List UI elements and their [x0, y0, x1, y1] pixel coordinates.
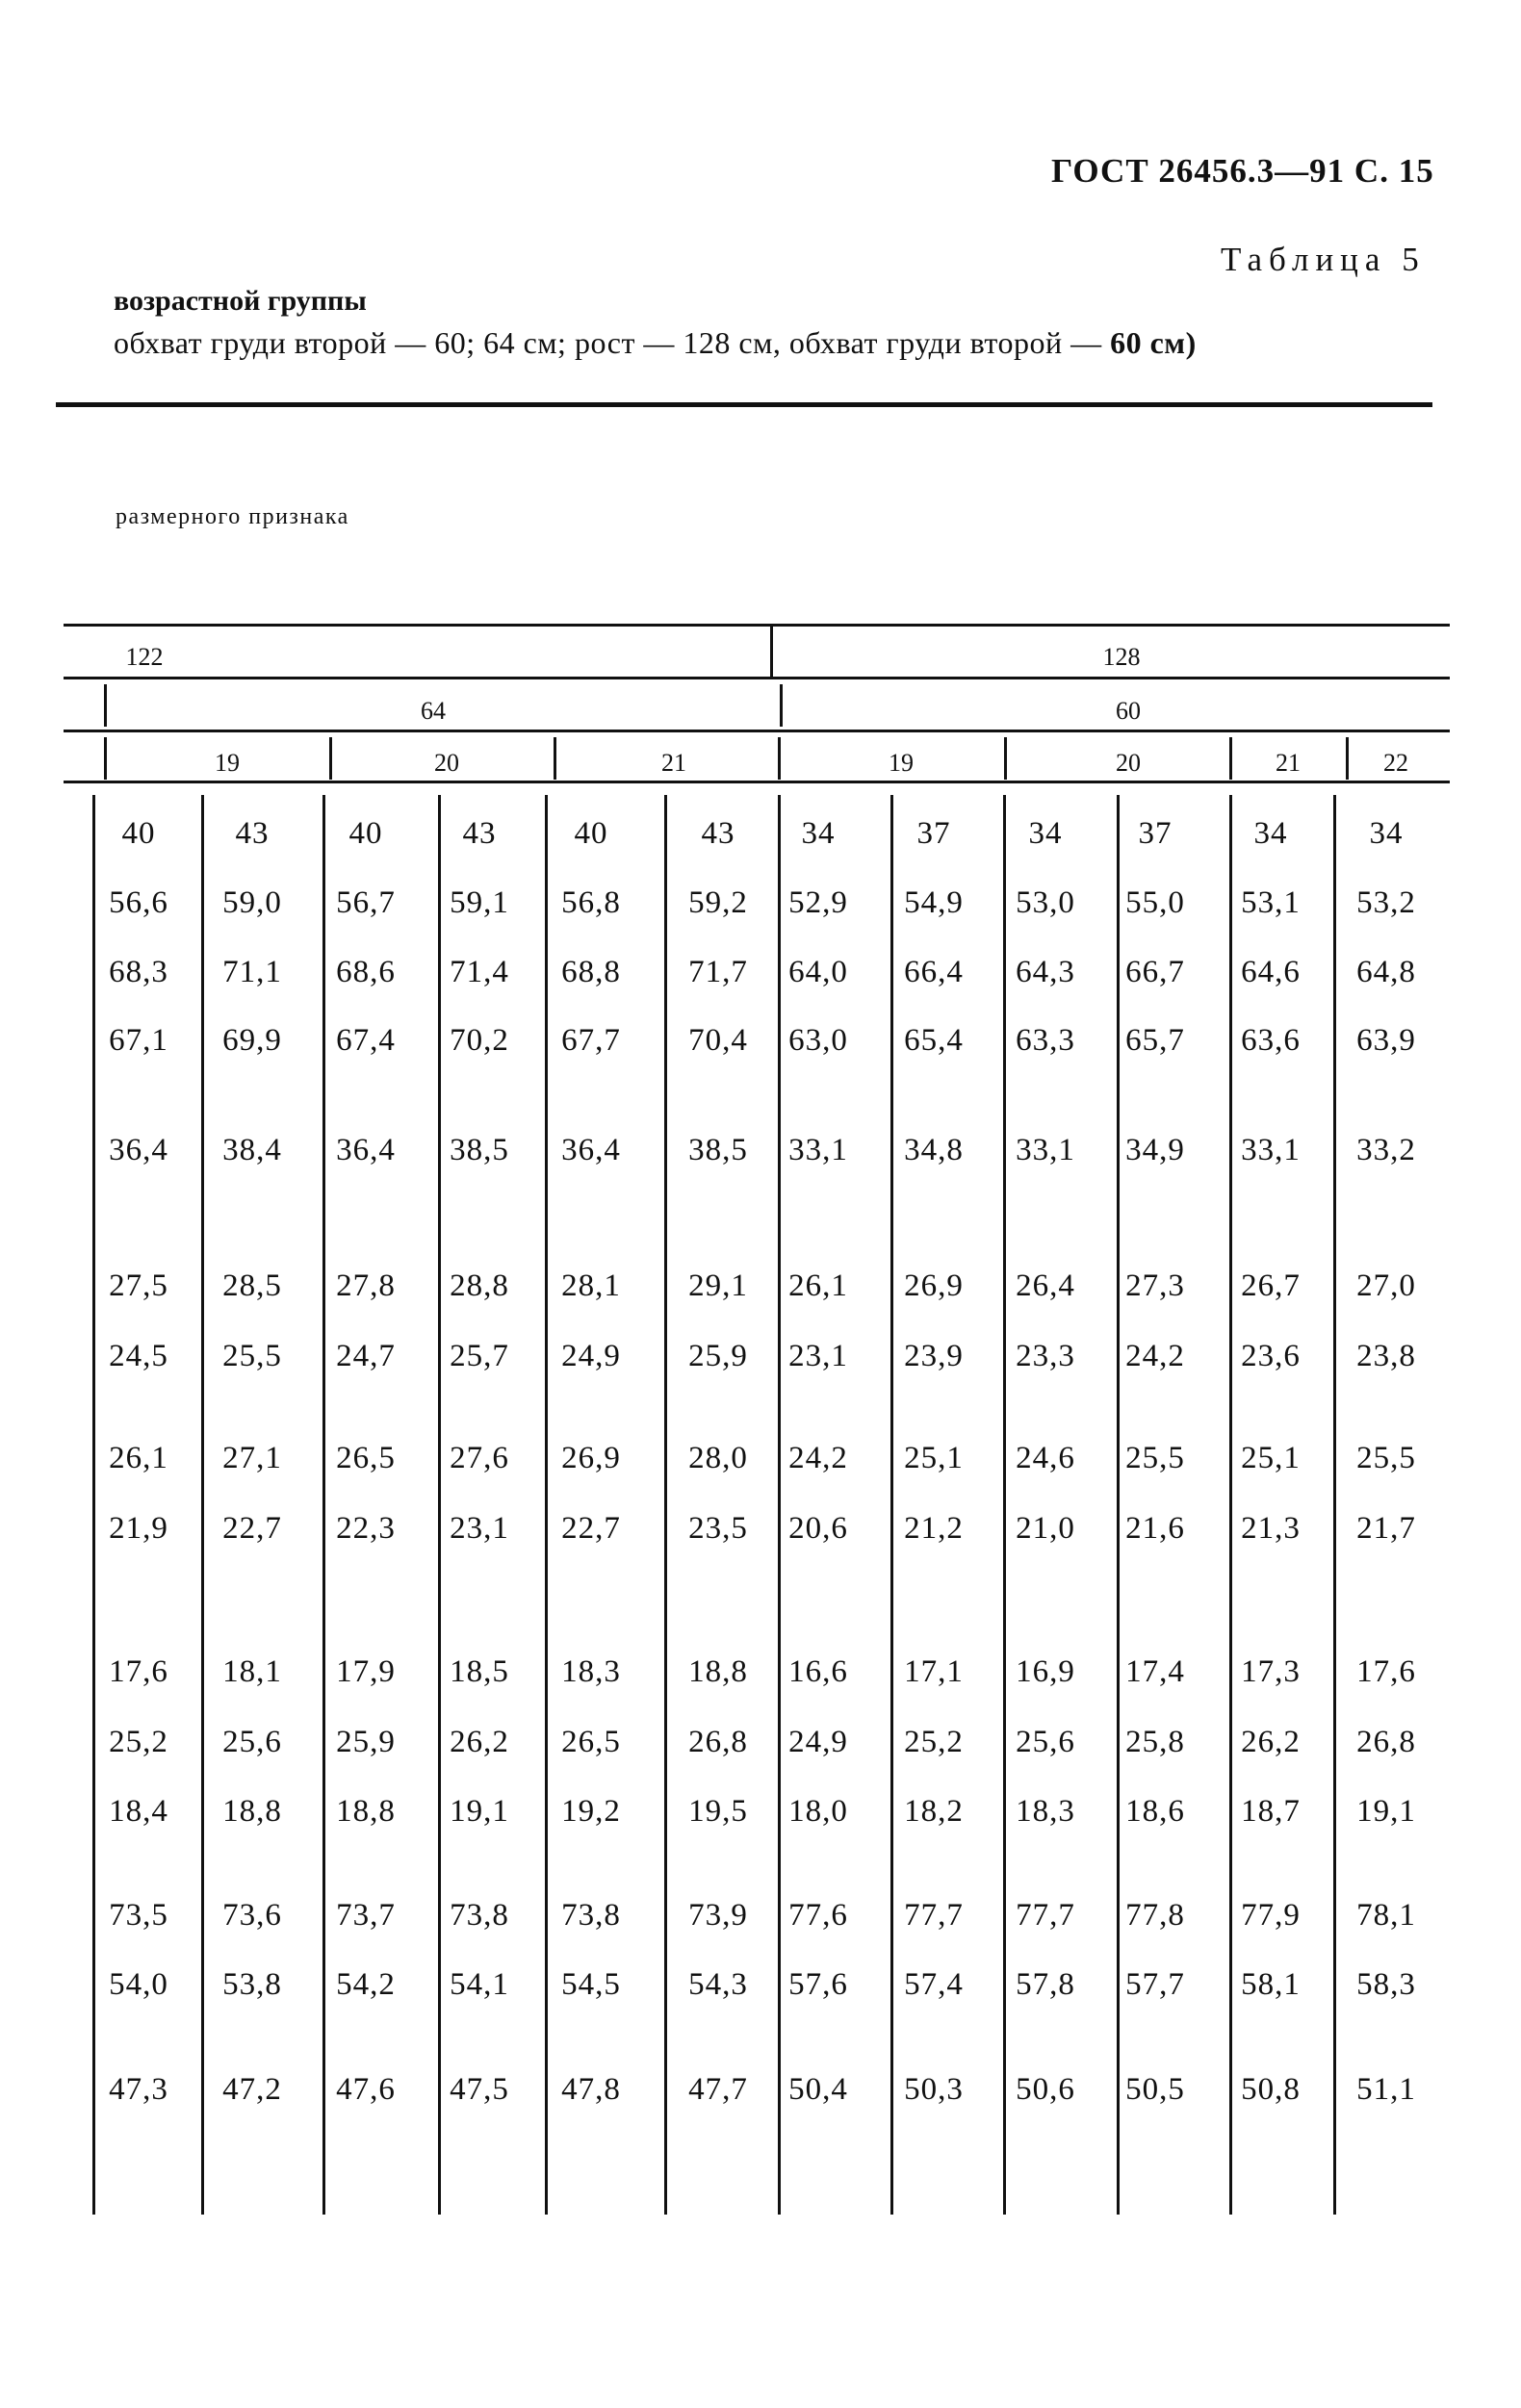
- table-cell: 40: [574, 816, 608, 851]
- table-cell: 70,2: [450, 1023, 509, 1058]
- table-cell: 36,4: [561, 1133, 621, 1167]
- table-cell: 34,8: [904, 1133, 964, 1167]
- table-cell: 73,8: [561, 1898, 621, 1933]
- table-cell: 18,5: [450, 1654, 509, 1689]
- table-rule: [64, 677, 1450, 679]
- title-line-2-bold: 60 см): [1110, 325, 1197, 360]
- age-group-header: 21: [1276, 749, 1301, 777]
- table-cell: 17,1: [904, 1654, 964, 1689]
- table-cell: 54,3: [688, 1967, 748, 2002]
- table-cell: 34: [1253, 816, 1288, 851]
- table-cell: 25,5: [222, 1339, 282, 1373]
- table-cell: 26,2: [1241, 1725, 1301, 1759]
- table-cell: 27,0: [1356, 1268, 1416, 1303]
- table-cell: 67,1: [109, 1023, 168, 1058]
- table-cell: 53,8: [222, 1967, 282, 2002]
- table-cell: 64,0: [788, 955, 848, 989]
- table-cell: 26,1: [109, 1441, 168, 1475]
- table-cell: 21,3: [1241, 1511, 1301, 1546]
- table-cell: 77,7: [1016, 1898, 1075, 1933]
- table-cell: 19,2: [561, 1794, 621, 1829]
- table-cell: 63,0: [788, 1023, 848, 1058]
- table-cell: 24,6: [1016, 1441, 1075, 1475]
- table-cell: 40: [348, 816, 383, 851]
- top-rule: [56, 402, 1432, 407]
- table-cell: 34: [801, 816, 836, 851]
- table-cell: 71,1: [222, 955, 282, 989]
- table-cell: 23,5: [688, 1511, 748, 1546]
- table-cell: 17,4: [1125, 1654, 1185, 1689]
- age-group-header: 19: [215, 749, 240, 777]
- table-cell: 34,9: [1125, 1133, 1185, 1167]
- table-cell: 64,3: [1016, 955, 1075, 989]
- table-cell: 77,7: [904, 1898, 964, 1933]
- table-cell: 73,7: [336, 1898, 396, 1933]
- table-cell: 25,2: [904, 1725, 964, 1759]
- table-cell: 28,1: [561, 1268, 621, 1303]
- title-line-1: возрастной группы: [114, 285, 367, 317]
- table-cell: 25,2: [109, 1725, 168, 1759]
- table-cell: 43: [462, 816, 497, 851]
- table-cell: 66,7: [1125, 955, 1185, 989]
- table-cell: 23,1: [788, 1339, 848, 1373]
- table-cell: 36,4: [109, 1133, 168, 1167]
- table-cell: 26,1: [788, 1268, 848, 1303]
- table-cell: 73,8: [450, 1898, 509, 1933]
- table-cell: 25,6: [1016, 1725, 1075, 1759]
- age-group-header: 20: [1116, 749, 1141, 777]
- table-cell: 18,7: [1241, 1794, 1301, 1829]
- table-cell: 25,5: [1125, 1441, 1185, 1475]
- table-cell: 50,5: [1125, 2072, 1185, 2107]
- table-cell: 47,7: [688, 2072, 748, 2107]
- table-cell: 25,1: [904, 1441, 964, 1475]
- table-cell: 18,3: [561, 1654, 621, 1689]
- table-cell: 25,7: [450, 1339, 509, 1373]
- table-cell: 26,5: [336, 1441, 396, 1475]
- table-cell: 68,3: [109, 955, 168, 989]
- table-cell: 63,3: [1016, 1023, 1075, 1058]
- table-rule: [64, 624, 1450, 627]
- table-cell: 34: [1028, 816, 1063, 851]
- table-cell: 28,5: [222, 1268, 282, 1303]
- table-cell: 37: [916, 816, 951, 851]
- chest-header: 64: [421, 697, 446, 725]
- table-cell: 18,4: [109, 1794, 168, 1829]
- table-cell: 73,5: [109, 1898, 168, 1933]
- table-cell: 54,1: [450, 1967, 509, 2002]
- table-cell: 24,2: [1125, 1339, 1185, 1373]
- table-cell: 47,5: [450, 2072, 509, 2107]
- table-cell: 18,6: [1125, 1794, 1185, 1829]
- table-cell: 19,5: [688, 1794, 748, 1829]
- table-cell: 77,6: [788, 1898, 848, 1933]
- table-cell: 18,8: [688, 1654, 748, 1689]
- table-cell: 21,6: [1125, 1511, 1185, 1546]
- header-separator: [778, 737, 781, 780]
- table-cell: 25,8: [1125, 1725, 1185, 1759]
- header-separator: [770, 626, 773, 677]
- table-cell: 26,9: [561, 1441, 621, 1475]
- table-cell: 54,9: [904, 885, 964, 920]
- table-cell: 23,9: [904, 1339, 964, 1373]
- table-cell: 16,6: [788, 1654, 848, 1689]
- table-cell: 23,6: [1241, 1339, 1301, 1373]
- table-cell: 16,9: [1016, 1654, 1075, 1689]
- table-cell: 26,8: [688, 1725, 748, 1759]
- gost-code: ГОСТ 26456.3—91 С. 15: [1051, 152, 1434, 190]
- table-cell: 17,6: [109, 1654, 168, 1689]
- table-cell: 47,6: [336, 2072, 396, 2107]
- age-group-header: 19: [889, 749, 914, 777]
- table-cell: 57,8: [1016, 1967, 1075, 2002]
- chest-header: 60: [1116, 697, 1141, 725]
- table-cell: 22,7: [222, 1511, 282, 1546]
- table-cell: 53,1: [1241, 885, 1301, 920]
- table-cell: 19,1: [1356, 1794, 1416, 1829]
- title-line-2: [114, 325, 1197, 361]
- table-cell: 34: [1369, 816, 1404, 851]
- table-cell: 38,5: [688, 1133, 748, 1167]
- table-cell: 37: [1138, 816, 1173, 851]
- table-cell: 71,4: [450, 955, 509, 989]
- table-cell: 58,1: [1241, 1967, 1301, 2002]
- table-cell: 26,7: [1241, 1268, 1301, 1303]
- table-cell: 27,6: [450, 1441, 509, 1475]
- table-cell: 17,9: [336, 1654, 396, 1689]
- table-cell: 21,7: [1356, 1511, 1416, 1546]
- table-cell: 17,6: [1356, 1654, 1416, 1689]
- table-cell: 73,9: [688, 1898, 748, 1933]
- table-rule: [64, 781, 1450, 783]
- table-cell: 24,9: [561, 1339, 621, 1373]
- table-cell: 65,4: [904, 1023, 964, 1058]
- table-cell: 20,6: [788, 1511, 848, 1546]
- table-cell: 67,4: [336, 1023, 396, 1058]
- table-cell: 27,1: [222, 1441, 282, 1475]
- table-cell: 65,7: [1125, 1023, 1185, 1058]
- table-cell: 33,1: [788, 1133, 848, 1167]
- table-cell: 23,1: [450, 1511, 509, 1546]
- table-cell: 18,8: [222, 1794, 282, 1829]
- table-cell: 58,3: [1356, 1967, 1416, 2002]
- table-cell: 25,1: [1241, 1441, 1301, 1475]
- table-cell: 66,4: [904, 955, 964, 989]
- table-cell: 26,8: [1356, 1725, 1416, 1759]
- table-rule: [64, 730, 1450, 732]
- table-cell: 26,2: [450, 1725, 509, 1759]
- table-cell: 77,8: [1125, 1898, 1185, 1933]
- age-group-header: 20: [434, 749, 459, 777]
- table-cell: 29,1: [688, 1268, 748, 1303]
- table-cell: 54,0: [109, 1967, 168, 2002]
- table-cell: 67,7: [561, 1023, 621, 1058]
- table-cell: 21,2: [904, 1511, 964, 1546]
- table-cell: 27,8: [336, 1268, 396, 1303]
- table-cell: 18,0: [788, 1794, 848, 1829]
- age-group-header: 21: [661, 749, 686, 777]
- table-cell: 18,2: [904, 1794, 964, 1829]
- table-cell: 69,9: [222, 1023, 282, 1058]
- height-header: 128: [1102, 643, 1141, 671]
- table-cell: 26,5: [561, 1725, 621, 1759]
- table-cell: 47,8: [561, 2072, 621, 2107]
- header-separator: [1229, 737, 1232, 780]
- table-cell: 73,6: [222, 1898, 282, 1933]
- table-cell: 25,9: [336, 1725, 396, 1759]
- table-cell: 54,2: [336, 1967, 396, 2002]
- table-cell: 23,3: [1016, 1339, 1075, 1373]
- table-cell: 25,5: [1356, 1441, 1416, 1475]
- table-cell: 56,6: [109, 885, 168, 920]
- table-cell: 56,7: [336, 885, 396, 920]
- table-cell: 53,0: [1016, 885, 1075, 920]
- table-cell: 17,3: [1241, 1654, 1301, 1689]
- table-cell: 59,2: [688, 885, 748, 920]
- table-cell: 57,7: [1125, 1967, 1185, 2002]
- table-cell: 33,2: [1356, 1133, 1416, 1167]
- title-line-2-text: обхват груди второй — 60; 64 см; рост — 128 см, обхват груди второй —: [114, 325, 1102, 360]
- table-cell: 28,0: [688, 1441, 748, 1475]
- header-separator: [554, 737, 556, 780]
- table-cell: 18,1: [222, 1654, 282, 1689]
- table-cell: 52,9: [788, 885, 848, 920]
- table-cell: 43: [235, 816, 270, 851]
- table-cell: 47,2: [222, 2072, 282, 2107]
- table-cell: 56,8: [561, 885, 621, 920]
- table-cell: 21,9: [109, 1511, 168, 1546]
- table-cell: 23,8: [1356, 1339, 1416, 1373]
- table-cell: 25,6: [222, 1725, 282, 1759]
- table-cell: 24,5: [109, 1339, 168, 1373]
- table-cell: 43: [701, 816, 735, 851]
- table-cell: 50,8: [1241, 2072, 1301, 2107]
- table-cell: 18,8: [336, 1794, 396, 1829]
- table-cell: 63,9: [1356, 1023, 1416, 1058]
- table-cell: 24,7: [336, 1339, 396, 1373]
- table-cell: 27,5: [109, 1268, 168, 1303]
- table-cell: 59,0: [222, 885, 282, 920]
- table-cell: 64,8: [1356, 955, 1416, 989]
- table-cell: 19,1: [450, 1794, 509, 1829]
- header-separator: [1346, 737, 1349, 780]
- table-cell: 50,4: [788, 2072, 848, 2107]
- header-separator: [104, 684, 107, 727]
- table-cell: 50,3: [904, 2072, 964, 2107]
- header-separator: [104, 737, 107, 780]
- header-separator: [780, 684, 783, 727]
- table-cell: 25,9: [688, 1339, 748, 1373]
- table-caption: Таблица 5: [1221, 241, 1426, 278]
- table-cell: 22,7: [561, 1511, 621, 1546]
- header-separator: [1004, 737, 1007, 780]
- table-cell: 28,8: [450, 1268, 509, 1303]
- header-separator: [329, 737, 332, 780]
- table-cell: 26,4: [1016, 1268, 1075, 1303]
- table-cell: 50,6: [1016, 2072, 1075, 2107]
- table-cell: 24,2: [788, 1441, 848, 1475]
- table-cell: 51,1: [1356, 2072, 1416, 2107]
- table-cell: 63,6: [1241, 1023, 1301, 1058]
- table-cell: 59,1: [450, 885, 509, 920]
- table-cell: 71,7: [688, 955, 748, 989]
- table-cell: 33,1: [1241, 1133, 1301, 1167]
- table-cell: 26,9: [904, 1268, 964, 1303]
- table-cell: 54,5: [561, 1967, 621, 2002]
- table-cell: 33,1: [1016, 1133, 1075, 1167]
- table-cell: 57,6: [788, 1967, 848, 2002]
- table-cell: 55,0: [1125, 885, 1185, 920]
- age-group-header: 22: [1383, 749, 1408, 777]
- table-cell: 70,4: [688, 1023, 748, 1058]
- feature-heading: размерного признака: [116, 504, 349, 529]
- height-header: 122: [125, 643, 164, 671]
- table-cell: 47,3: [109, 2072, 168, 2107]
- table-cell: 68,6: [336, 955, 396, 989]
- table-cell: 27,3: [1125, 1268, 1185, 1303]
- table-cell: 78,1: [1356, 1898, 1416, 1933]
- table-cell: 68,8: [561, 955, 621, 989]
- table-cell: 22,3: [336, 1511, 396, 1546]
- table-cell: 24,9: [788, 1725, 848, 1759]
- table-cell: 64,6: [1241, 955, 1301, 989]
- table-cell: 38,4: [222, 1133, 282, 1167]
- table-cell: 77,9: [1241, 1898, 1301, 1933]
- table-cell: 57,4: [904, 1967, 964, 2002]
- table-cell: 21,0: [1016, 1511, 1075, 1546]
- table-cell: 18,3: [1016, 1794, 1075, 1829]
- table-cell: 38,5: [450, 1133, 509, 1167]
- table-cell: 36,4: [336, 1133, 396, 1167]
- table-cell: 53,2: [1356, 885, 1416, 920]
- table-cell: 40: [121, 816, 156, 851]
